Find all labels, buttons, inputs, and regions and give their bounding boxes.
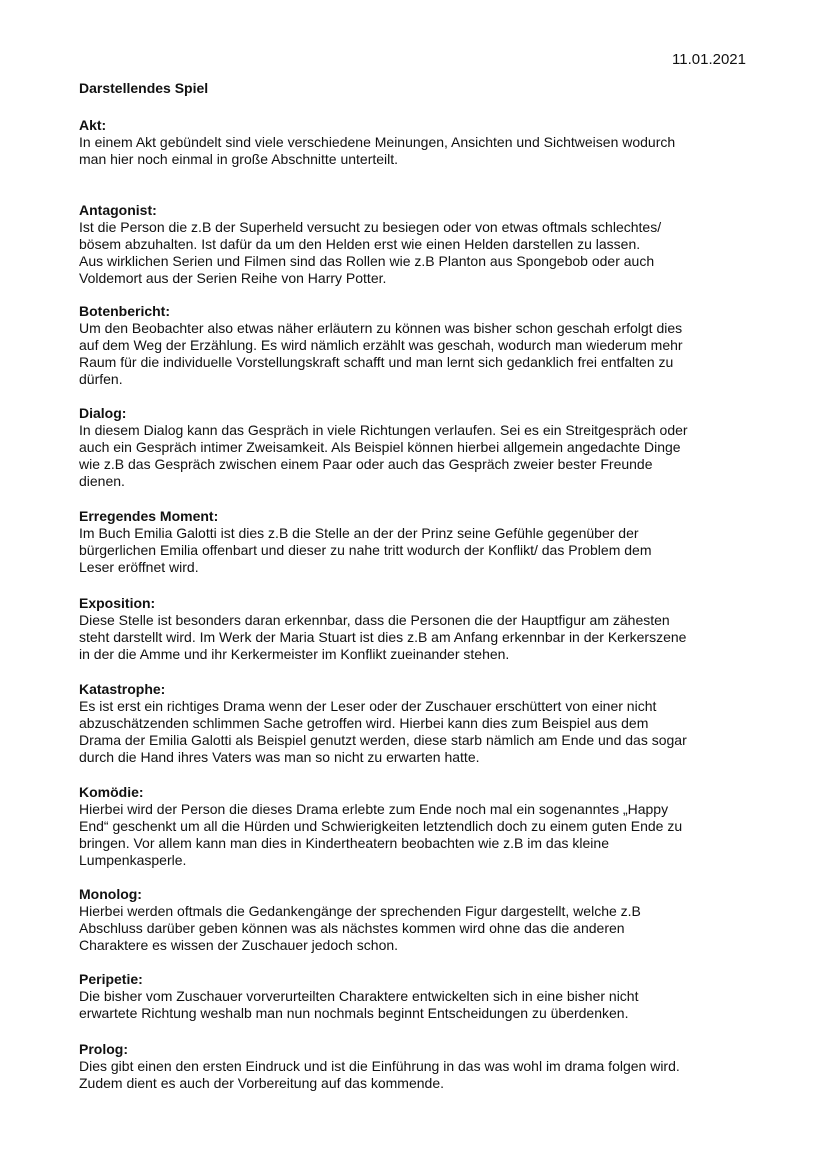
definition-line: In einem Akt gebündelt sind viele verschiedene Meinungen, Ansichten und Sichtweisen wodurch (79, 134, 676, 150)
definition-line: bürgerlichen Emilia offenbart und dieser zu nahe tritt wodurch der Konflikt/ das Problem dem (79, 542, 652, 558)
entry-term: Monolog: (79, 886, 142, 902)
definition-line: Raum für die individuelle Vorstellungskraft schafft und man lernt sich gedanklich frei entfalten zu (79, 354, 674, 370)
definition-line: Voldemort aus der Serien Reihe von Harry Potter. (79, 270, 387, 286)
definition-line: bringen. Vor allem kann man dies in Kindertheatern beobachten wie z.B im das kleine (79, 835, 609, 851)
entry-term: Exposition: (79, 595, 156, 611)
entry-definition (79, 801, 759, 869)
definition-line: Drama der Emilia Galotti als Beispiel genutzt werden, diese starb nämlich am Ende und das sogar (79, 732, 687, 748)
definition-line: Im Buch Emilia Galotti ist dies z.B die Stelle an der der Prinz seine Gefühle gegenüber der (79, 525, 639, 541)
entry-definition (79, 320, 759, 388)
entry-term: Katastrophe: (79, 681, 166, 697)
definition-line: Charaktere es wissen der Zuschauer jedoch schon. (79, 937, 399, 953)
entry-exposition (79, 595, 759, 663)
entry-definition (79, 903, 759, 954)
definition-line: Die bisher vom Zuschauer vorverurteilten Charaktere entwickelten sich in eine bisher nicht (79, 988, 639, 1004)
entry-definition (79, 988, 759, 1022)
entry-definition (79, 134, 759, 168)
definition-line: Um den Beobachter also etwas näher erläutern zu können was bisher schon geschah erfolgt dies (79, 320, 683, 336)
entry-katastrophe (79, 681, 759, 766)
entry-definition (79, 525, 759, 576)
definition-line: dürfen. (79, 371, 123, 387)
entry-peripetie (79, 971, 759, 1022)
document-title: Darstellendes Spiel (79, 80, 209, 96)
entry-term: Erregendes Moment: (79, 508, 219, 524)
entry-definition (79, 219, 759, 287)
definition-line: Leser eröffnet wird. (79, 559, 199, 575)
entry-term: Dialog: (79, 405, 127, 421)
entry-definition (79, 698, 759, 766)
entry-term: Botenbericht: (79, 303, 170, 319)
definition-line: End“ geschenkt um all die Hürden und Schwierigkeiten letztendlich doch zu einem guten Ende zu (79, 818, 683, 834)
entry-akt (79, 117, 759, 168)
definition-line: In diesem Dialog kann das Gespräch in viele Richtungen verlaufen. Sei es ein Streitgespräch oder (79, 422, 688, 438)
entry-botenbericht (79, 303, 759, 388)
definition-line: auf dem Weg der Erzählung. Es wird nämlich erzählt was geschah, wodurch man wiederum mehr (79, 337, 683, 353)
entry-term: Antagonist: (79, 202, 157, 218)
definition-line: Aus wirklichen Serien und Filmen sind das Rollen wie z.B Planton aus Spongebob oder auch (79, 253, 655, 269)
definition-line: wie z.B das Gespräch zwischen einem Paar oder auch das Gespräch zweier bester Freunde (79, 456, 653, 472)
definition-line: Abschluss darüber geben können was als nächstes kommen wird ohne das die anderen (79, 920, 625, 936)
definition-line: Hierbei werden oftmals die Gedankengänge der sprechenden Figur dargestellt, welche z.B (79, 903, 641, 919)
entry-erregendes-moment (79, 508, 759, 576)
entry-prolog (79, 1041, 759, 1092)
entry-term: Komödie: (79, 784, 144, 800)
definition-line: steht darstellt wird. Im Werk der Maria Stuart ist dies z.B am Anfang erkennbar in der Kerkerszene (79, 629, 687, 645)
definition-line: Lumpenkasperle. (79, 852, 187, 868)
definition-line: erwartete Richtung weshalb man nun nochmals beginnt Entscheidungen zu überdenken. (79, 1005, 629, 1021)
definition-line: Hierbei wird der Person die dieses Drama erlebte zum Ende noch mal ein sogenanntes „Happy (79, 801, 669, 817)
definition-line: durch die Hand ihres Vaters was man so nicht zu erwarten hatte. (79, 749, 480, 765)
entry-komoedie (79, 784, 759, 869)
definition-line: bösem abzuhalten. Ist dafür da um den Helden erst wie einen Helden darstellen zu lassen. (79, 236, 641, 252)
definition-line: abzuschätzenden schlimmen Sache getroffen wird. Hierbei kann dies zum Beispiel aus dem (79, 715, 649, 731)
definition-line: auch ein Gespräch intimer Zweisamkeit. Als Beispiel können hierbei allgemein angedachte Dinge (79, 439, 681, 455)
entry-dialog (79, 405, 759, 490)
entry-definition (79, 422, 759, 490)
definition-line: Ist die Person die z.B der Superheld versucht zu besiegen oder von etwas oftmals schlechtes/ (79, 219, 662, 235)
definition-line: dienen. (79, 473, 125, 489)
definition-line: in der die Amme und ihr Kerkermeister im Konflikt zueinander stehen. (79, 646, 510, 662)
definition-line: man hier noch einmal in große Abschnitte unterteilt. (79, 151, 399, 167)
entry-definition (79, 612, 759, 663)
entry-term: Akt: (79, 117, 107, 133)
entry-term: Prolog: (79, 1041, 128, 1057)
document-date: 11.01.2021 (672, 51, 746, 68)
entry-monolog (79, 886, 759, 954)
entry-antagonist (79, 202, 759, 287)
definition-line: Zudem dient es auch der Vorbereitung auf das kommende. (79, 1075, 444, 1091)
entry-definition (79, 1058, 759, 1092)
entry-term: Peripetie: (79, 971, 143, 987)
definition-line: Dies gibt einen den ersten Eindruck und ist die Einführung in das was wohl im drama folgen wird. (79, 1058, 680, 1074)
definition-line: Diese Stelle ist besonders daran erkennbar, dass die Personen die der Hauptfigur am zähesten (79, 612, 670, 628)
definition-line: Es ist erst ein richtiges Drama wenn der Leser oder der Zuschauer erschüttert von einer nicht (79, 698, 657, 714)
